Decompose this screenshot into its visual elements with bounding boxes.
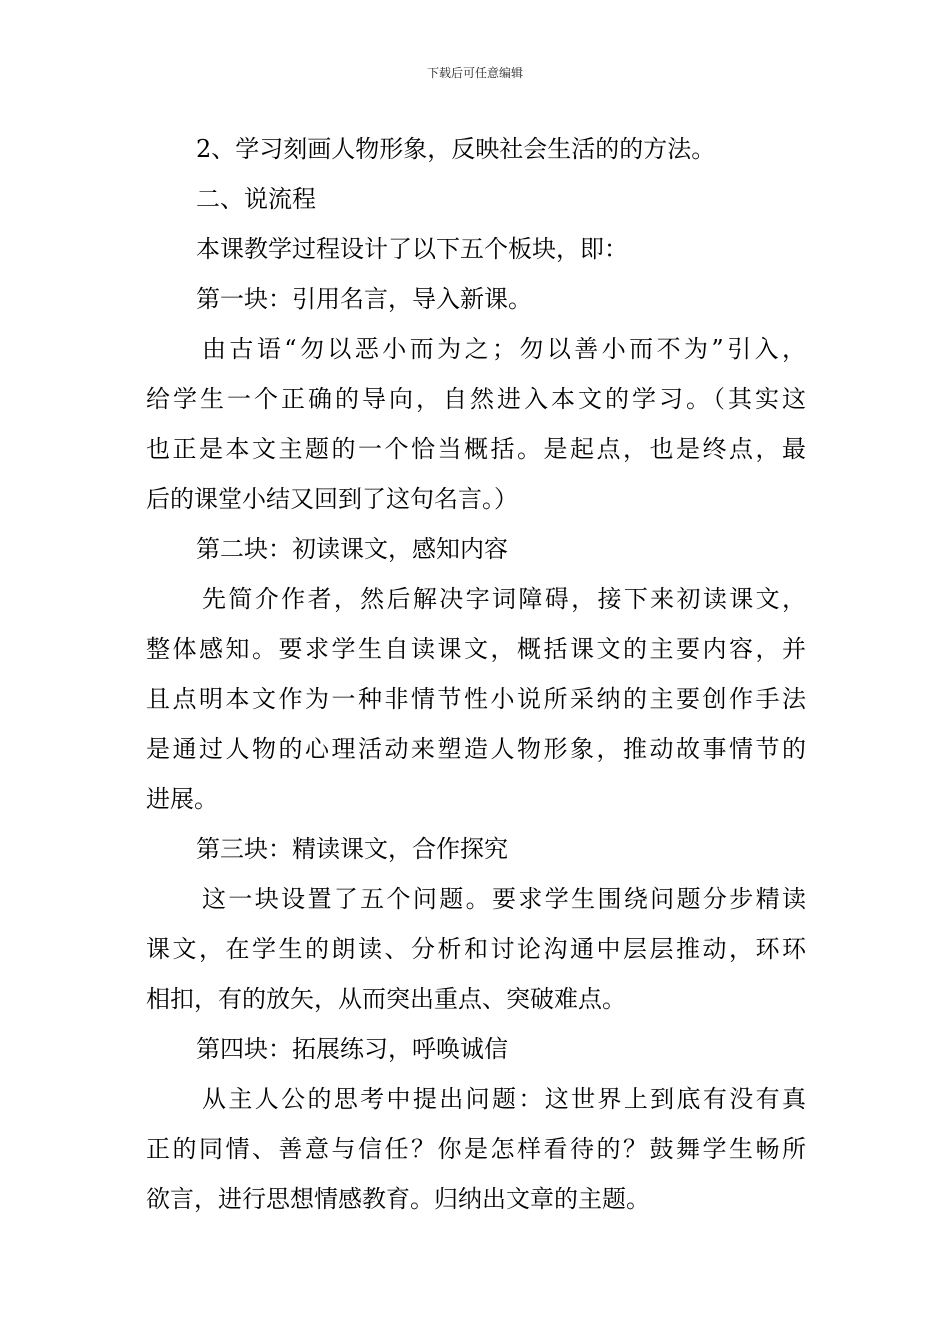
objective-line: 2、学习刻画人物形象，反映社会生活的的方法。 xyxy=(196,135,716,163)
paragraph-line: 欲言，进行思想情感教育。归纳出文章的主题。 xyxy=(146,1185,650,1213)
paragraph-line: 正的同情、善意与信任？你是怎样看待的？鼓舞学生畅所 xyxy=(146,1135,806,1163)
paragraph-line: 先简介作者，然后解决字词障碍，接下来初读课文， xyxy=(202,585,806,613)
paragraph-line: 后的课堂小结又回到了这句名言。） xyxy=(146,485,518,513)
paragraph-line: 进展。 xyxy=(146,785,218,813)
block-heading: 第二块：初读课文，感知内容 xyxy=(196,535,508,563)
page-header: 下载后可任意编辑 xyxy=(426,66,523,80)
paragraph-line: 给学生一个正确的导向，自然进入本文的学习。（其实这 xyxy=(146,385,806,413)
paragraph-line: 是通过人物的心理活动来塑造人物形象，推动故事情节的 xyxy=(146,735,806,763)
paragraph-line: 整体感知。要求学生自读课文，概括课文的主要内容，并 xyxy=(146,635,806,663)
paragraph-line: 从主人公的思考中提出问题：这世界上到底有没有真 xyxy=(202,1085,806,1113)
paragraph-line: 也正是本文主题的一个恰当概括。是起点，也是终点，最 xyxy=(146,435,806,463)
paragraph-line: 且点明本文作为一种非情节性小说所采纳的主要创作手法 xyxy=(146,685,806,713)
paragraph-line: 课文，在学生的朗读、分析和讨论沟通中层层推动，环环 xyxy=(146,935,806,963)
paragraph-line: 由古语“勿以恶小而为之；勿以善小而不为”引入， xyxy=(202,335,806,363)
block-heading: 第四块：拓展练习，呼唤诚信 xyxy=(196,1035,508,1063)
document-body xyxy=(146,124,806,1224)
paragraph-line: 这一块设置了五个问题。要求学生围绕问题分步精读 xyxy=(202,885,806,913)
block-heading: 第三块：精读课文，合作探究 xyxy=(196,835,508,863)
block-heading: 第一块：引用名言，导入新课。 xyxy=(196,285,532,313)
paragraph-line: 相扣，有的放矢，从而突出重点、突破难点。 xyxy=(146,985,626,1013)
section-heading: 二、说流程 xyxy=(196,185,316,213)
paragraph-line: 本课教学过程设计了以下五个板块，即： xyxy=(196,235,628,263)
